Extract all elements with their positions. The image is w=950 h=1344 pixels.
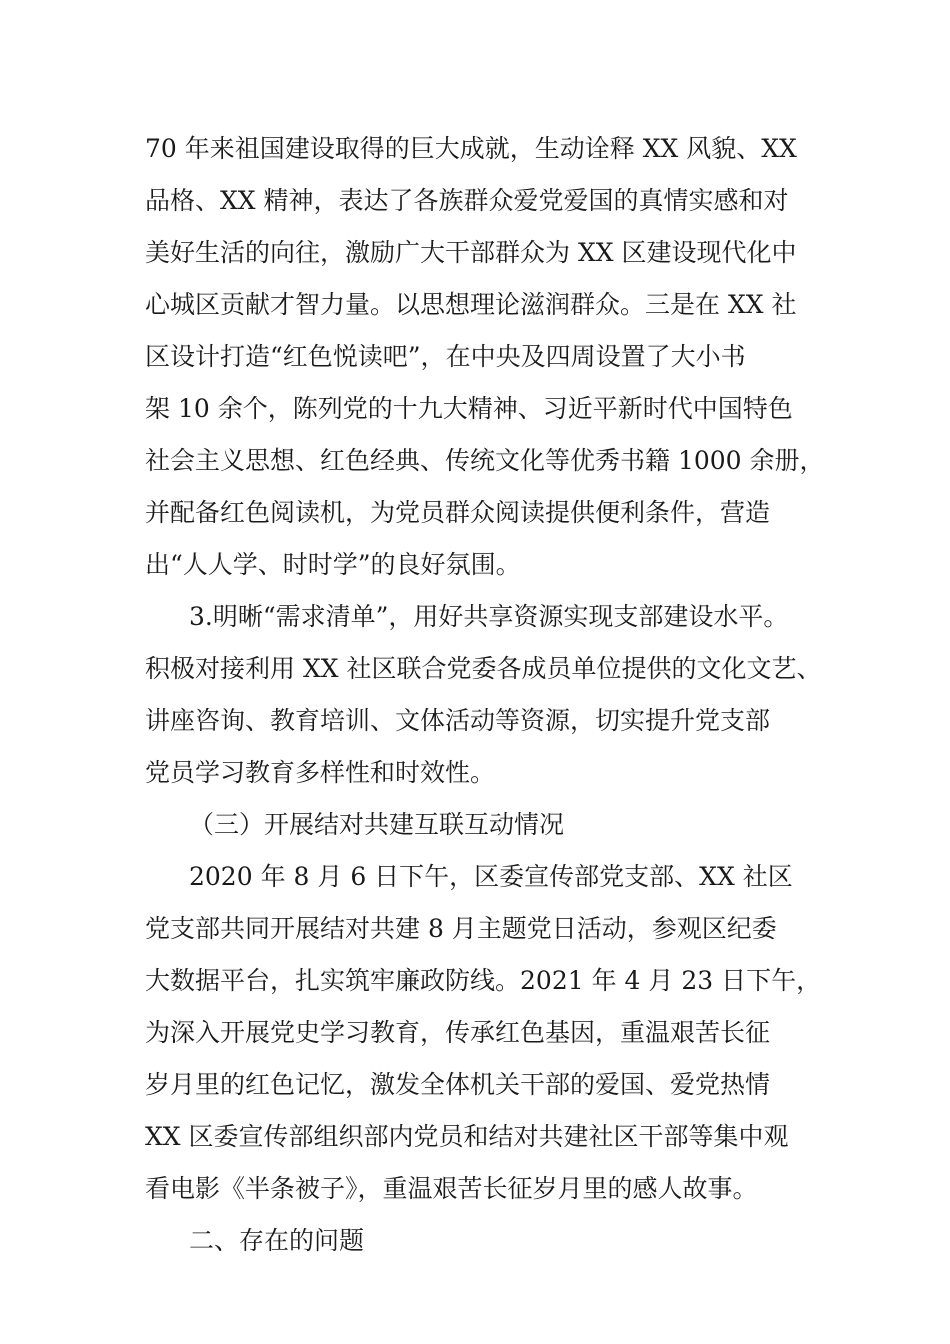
text-line: 岁月里的红色记忆，激发全体机关干部的爱国、爱党热情 [145,1070,771,1099]
text-line: 看电影《半条被子》，重温艰苦长征岁月里的感人故事。 [145,1174,758,1203]
text-line: 党支部共同开展结对共建 8 月主题党日活动，参观区纪委 [145,914,777,943]
section-heading: （三）开展结对共建互联互动情况 [189,810,565,839]
text-line: XX 区委宣传部组织部内党员和结对共建社区干部等集中观 [145,1122,789,1151]
text-line: 70 年来祖国建设取得的巨大成就，生动诠释 XX 风貌、XX [145,134,797,163]
chapter-heading: 二、存在的问题 [189,1226,365,1255]
text-line: 品格、XX 精神，表达了各族群众爱党爱国的真情实感和对 [145,186,789,215]
text-line: 美好生活的向往，激励广大干部群众为 XX 区建设现代化中 [145,238,797,267]
text-line: 为深入开展党史学习教育，传承红色基因，重温艰苦长征 [145,1018,771,1047]
text-line: 架 10 余个，陈列党的十九大精神、习近平新时代中国特色 [145,394,793,423]
text-line: 大数据平台，扎实筑牢廉政防线。2021 年 4 月 23 日下午， [145,966,822,995]
text-line: 讲座咨询、教育培训、文体活动等资源，切实提升党支部 [145,706,771,735]
text-line: 区设计打造“红色悦读吧”，在中央及四周设置了大小书 [145,342,746,371]
text-line: 心城区贡献才智力量。以思想理论滋润群众。三是在 XX 社 [145,290,797,319]
text-line: 积极对接利用 XX 社区联合党委各成员单位提供的文化文艺、 [145,654,822,683]
text-line: 并配备红色阅读机，为党员群众阅读提供便利条件，营造 [145,498,771,527]
document-body [145,123,835,1267]
text-line: 社会主义思想、红色经典、传统文化等优秀书籍 1000 余册， [145,446,825,475]
paragraph-heading: 3.明晰“需求清单”，用好共享资源实现支部建设水平。 [189,602,789,631]
paragraph-start: 2020 年 8 月 6 日下午，区委宣传部党支部、XX 社区 [189,862,793,891]
text-line: 出“人人学、时时学”的良好氛围。 [145,550,521,579]
text-line: 党员学习教育多样性和时效性。 [145,758,496,787]
